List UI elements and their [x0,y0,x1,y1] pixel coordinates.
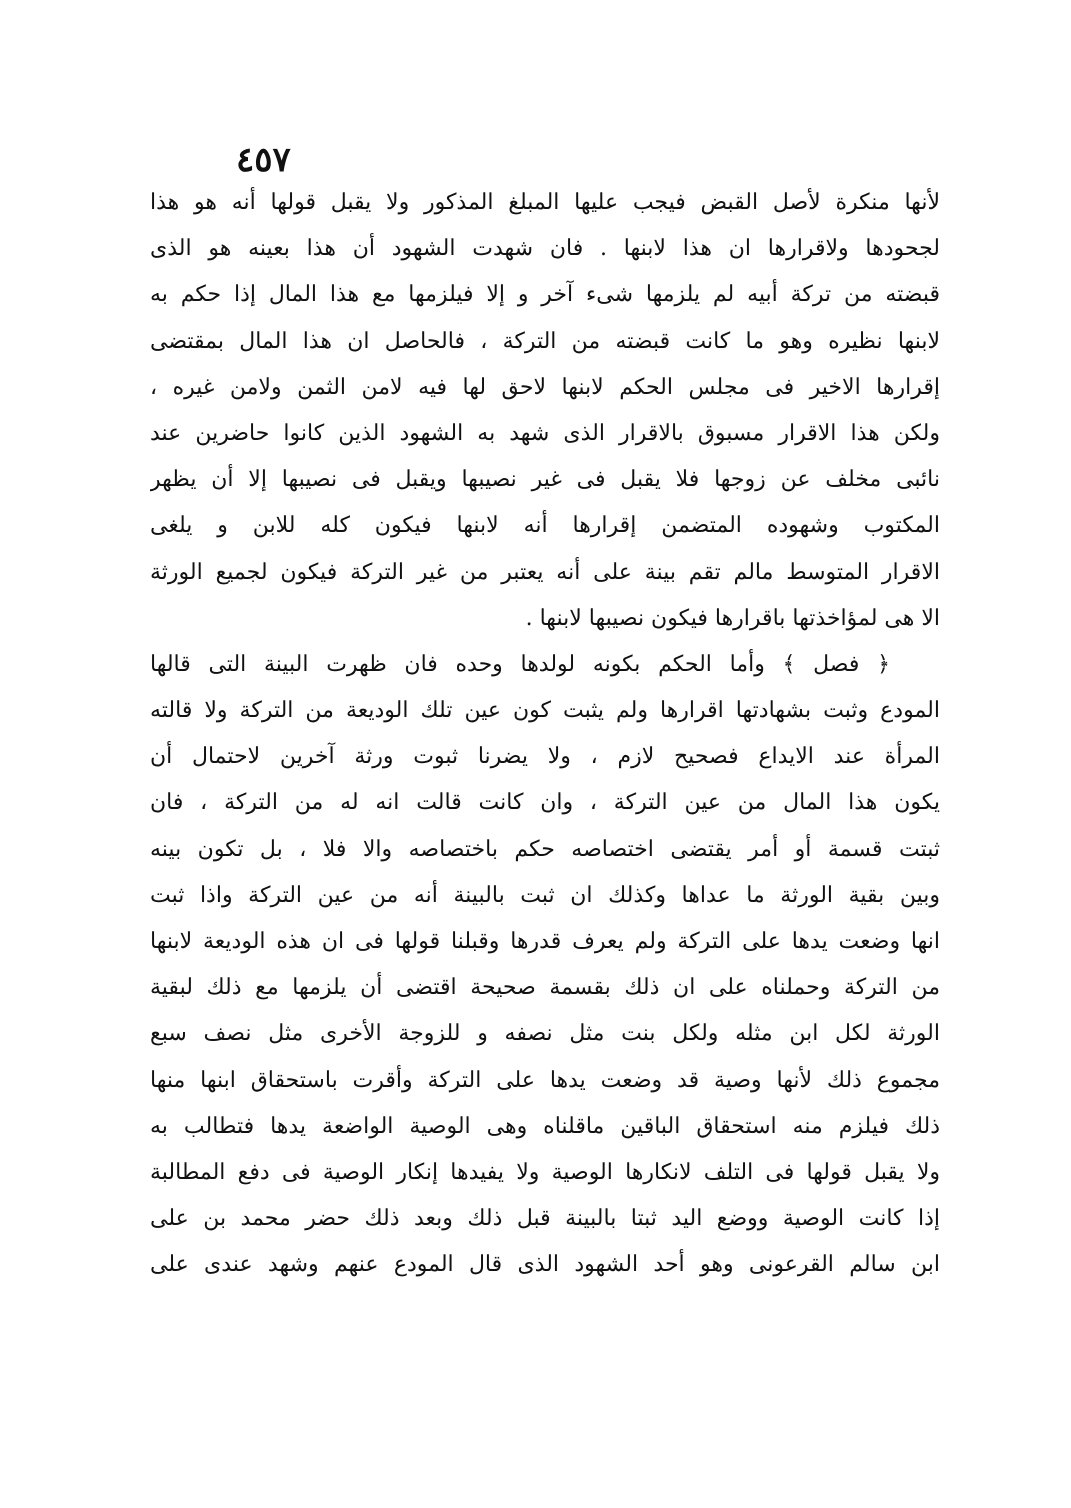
text-line: نائبى مخلف عن زوجها فلا يقبل فى غير نصيبها ويقبل فى نصيبها إلا أن يظهر [150,467,940,493]
text-line: وبين بقية الورثة ما عداها وكذلك ان ثبت بالبينة أنه من عين التركة واذا ثبت [150,882,940,908]
text-line: الاقرار المتوسط مالم تقم بينة على أنه يعتبر من غير التركة فيكون لجميع الورثة [150,559,940,585]
text-line: الورثة لكل ابن مثله ولكل بنت مثل نصفه و للزوجة الأخرى مثل نصف سبع [150,1021,940,1047]
text-line: قبضته من تركة أبيه لم يلزمها شىء آخر و إلا فيلزمها مع هذا المال إذا حكم به [150,282,940,308]
text-line: ذلك فيلزم منه استحقاق الباقين ماقلناه وهى الوصية الواضعة يدها فتطالب به [150,1113,940,1139]
text-line: لابنها نظيره وهو ما كانت قبضته من التركة ، فالحاصل ان هذا المال بمقتضى [150,328,940,354]
text-line: لجحودها ولاقرارها ان هذا لابنها . فان شهدت الشهود أن هذا بعينه هو الذى [150,236,940,262]
text-line: ولكن هذا الاقرار مسبوق بالاقرار الذى شهد به الشهود الذين كانوا حاضرين عند [150,420,940,446]
text-line: المرأة عند الايداع فصحيح لازم ، ولا يضرنا ثبوت ورثة آخرين لاحتمال أن [150,744,940,770]
text-line: المكتوب وشهوده المتضمن إقرارها أنه لابنها فيكون كله للابن و يلغى [150,513,940,539]
text-line: مجموع ذلك لأنها وصية قد وضعت يدها على التركة وأقرت باستحقاق ابنها منها [150,1067,940,1093]
text-line: ولا يقبل قولها فى التلف لانكارها الوصية ولا يفيدها إنكار الوصية فى دفع المطالبة [150,1159,940,1185]
text-line: لأنها منكرة لأصل القبض فيجب عليها المبلغ المذكور ولا يقبل قولها أنه هو هذا [150,190,940,215]
text-line: ابن سالم القرعونى وهو أحد الشهود الذى قال المودع عنهم وشهد عندى على [150,1252,940,1278]
text-line: من التركة وحملناه على ان ذلك بقسمة صحيحة اقتضى أن يلزمها مع ذلك لبقية [150,975,940,1001]
body-text [150,180,940,1289]
text-line: الا هى لمؤاخذتها باقرارها فيكون نصيبها لابنها . [525,605,940,631]
text-line: إذا كانت الوصية ووضع اليد ثبتا بالبينة قبل ذلك وبعد ذلك حضر محمد بن على [150,1206,940,1232]
text-line: يكون هذا المال من عين التركة ، وان كانت قالت انه له من التركة ، فان [150,790,940,816]
section-heading-line: ﴿ فصل ﴾ وأما الحكم بكونه لولدها وحده فان ظهرت البينة التى قالها [150,651,890,677]
page-number: ٤٥٧ [236,140,291,180]
text-line: المودع وثبت بشهادتها اقرارها ولم يثبت كون عين تلك الوديعة من التركة ولا قالته [150,698,940,724]
text-line: إقرارها الاخير فى مجلس الحكم لابنها لاحق لها فيه لامن الثمن ولامن غيره ، [150,374,940,400]
text-line: انها وضعت يدها على التركة ولم يعرف قدرها وقبلنا قولها فى ان هذه الوديعة لابنها [150,929,940,954]
text-line: ثبتت قسمة أو أمر يقتضى اختصاصه حكم باختصاصه والا فلا ، بل تكون بينه [150,836,940,862]
